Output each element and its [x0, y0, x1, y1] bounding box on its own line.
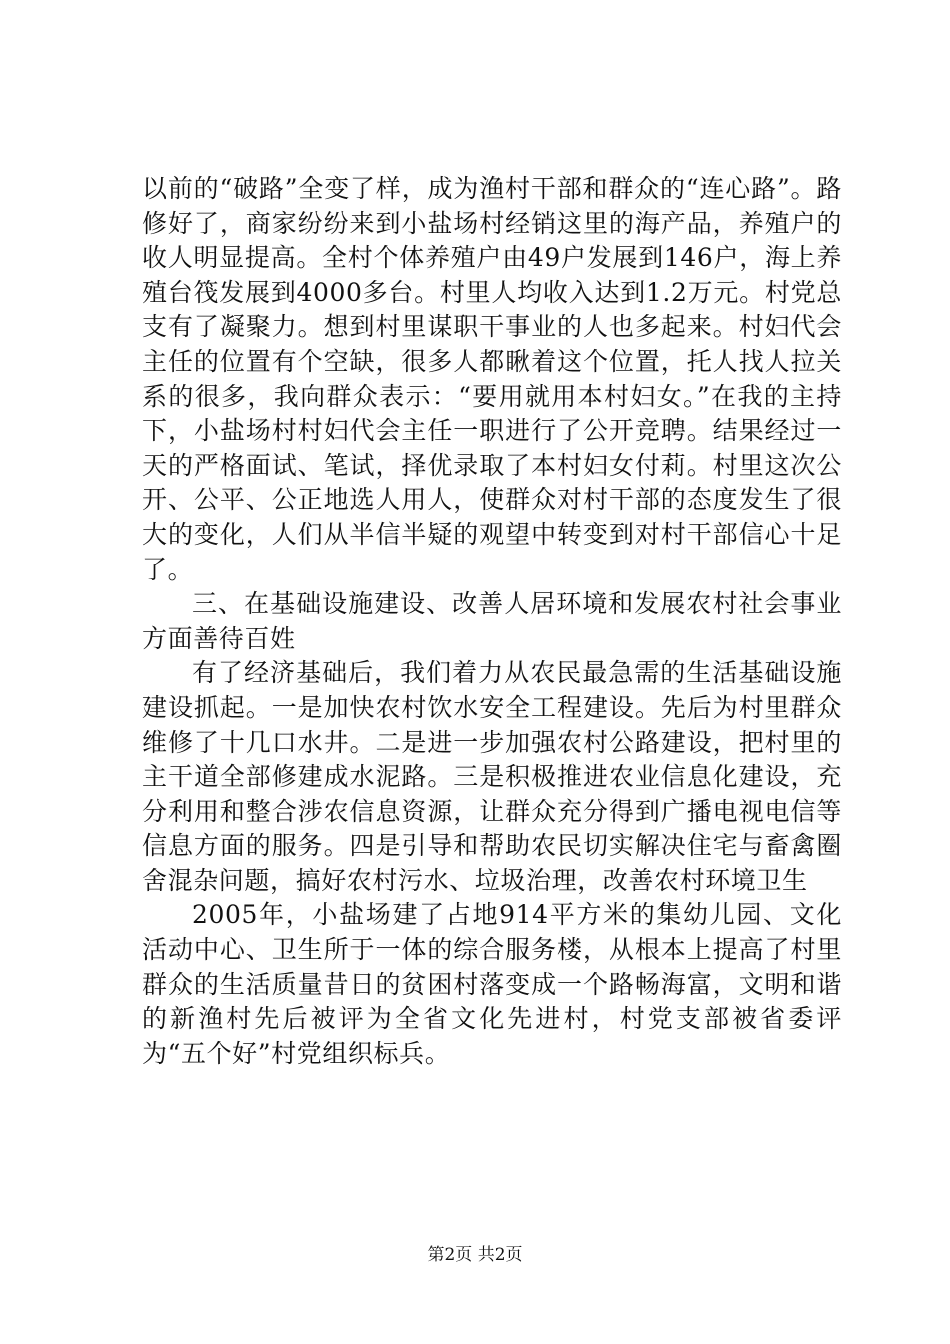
- section-heading-three: 三、在基础设施建设、改善人居环境和发展农村社会事业方面善待百姓: [142, 589, 842, 653]
- page-footer: [0, 1244, 950, 1266]
- page-number-label: 第2页 共2页: [427, 1245, 523, 1265]
- document-body: [142, 172, 842, 1071]
- paragraph-infrastructure: 有了经济基础后，我们着力从农民最急需的生活基础设施建设抓起。一是加快农村饮水安全工程建设。先后为村里群众维修了十几口水井。二是进一步加强农村公路建设，把村里的主干道全部修建成水泥路。三是积极推进农业信息化建设，充分利用和整合涉农信息资源，让群众充分得到广播电视电信等信息方面的服务。四是引导和帮助农民切实解决住宅与畜禽圈舍混杂问题，搞好农村污水、垃圾治理，改善农村环境卫生: [142, 658, 842, 895]
- paragraph-road-and-cadre-selection: 以前的“破路”全变了样，成为渔村干部和群众的“连心路”。路修好了，商家纷纷来到小盐场村经销这里的海产品，养殖户的收人明显提高。全村个体养殖户由49户发展到146户，海上养殖台筏发展到4000多台。村里人均收入达到1.2万元。村党总支有了凝聚力。想到村里谋职干事业的人也多起来。村妇代会主任的位置有个空缺，很多人都瞅着这个位置，托人找人拉关系的很多，我向群众表示：“要用就用本村妇女。”在我的主持下，小盐场村村妇代会主任一职进行了公开竞聘。结果经过一天的严格面试、笔试，择优录取了本村妇女付莉。村里这次公开、公平、公正地选人用人，使群众对村干部的态度发生了很大的变化，人们从半信半疑的观望中转变到对村干部信心十足了。: [142, 174, 842, 584]
- paragraph-service-building: 2005年，小盐场建了占地914平方米的集幼儿园、文化活动中心、卫生所于一体的综合服务楼，从根本上提高了村里群众的生活质量昔日的贫困村落变成一个路畅海富，文明和谐的新渔村先后被评为全省文化先进村，村党支部被省委评为“五个好”村党组织标兵。: [142, 900, 842, 1068]
